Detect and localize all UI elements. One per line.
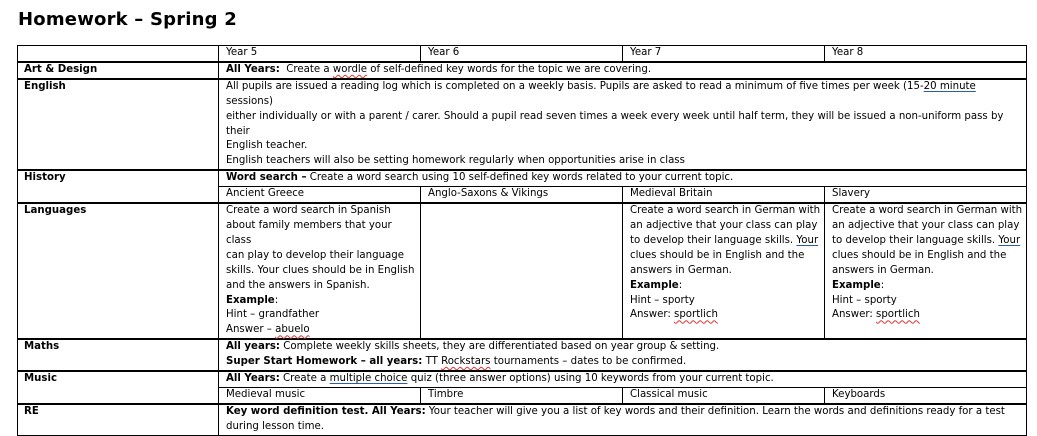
maths-task — [219, 339, 1027, 371]
english-line-1-post: sessions) — [226, 95, 273, 107]
languages-y5-line: about family members that your class — [226, 219, 392, 246]
languages-y5-line: can play to develop their language — [226, 249, 405, 261]
re-subject: RE — [18, 404, 219, 435]
languages-subject: Languages — [18, 203, 219, 339]
languages-y8-line: answers in German. — [832, 264, 934, 276]
languages-y7-line: clues should be in English and the — [630, 249, 805, 261]
languages-y7-line: an adjective that your class can play — [630, 219, 818, 231]
re-text: Your teacher will give you a list of key words and their definition. Learn the words and definitions ready for a test — [425, 405, 1005, 417]
languages-y5-line: skills. Your clues should be in English — [226, 264, 415, 276]
music-text-post: quiz (three answer options) using 10 keywords from your current topic. — [407, 373, 774, 385]
history-row — [18, 170, 1027, 186]
maths-rockstars: Rockstars — [441, 356, 491, 368]
maths-row — [18, 339, 1027, 371]
english-row — [18, 79, 1027, 170]
history-topic-y5: Ancient Greece — [219, 187, 421, 203]
english-line-4: English teachers will also be setting homework regularly when opportunities arise in class — [226, 155, 685, 167]
music-task — [219, 371, 1027, 387]
maths-text-2-pre: TT — [422, 356, 442, 368]
english-line-2: either individually or with a parent / carer. Should a pupil read seven times a week every week until half term, they will be issued a non-uniform pass by their — [226, 110, 1004, 137]
history-topic-y6: Anglo-Saxons & Vikings — [421, 187, 623, 203]
art-row — [18, 62, 1027, 79]
music-topic-y6: Timbre — [421, 387, 623, 403]
history-subject: History — [18, 170, 219, 203]
music-multiple-choice: multiple choice — [329, 373, 408, 385]
languages-y5-example-label: Example — [226, 294, 275, 306]
maths-text-2-post: tournaments – dates to be confirmed. — [490, 356, 687, 368]
languages-y8-line: clues should be in English and the — [832, 249, 1007, 261]
music-row — [18, 371, 1027, 387]
languages-y7-line-pre: to develop their language skills. — [630, 234, 797, 246]
languages-y7-answer — [630, 308, 824, 323]
art-label: All Years: — [226, 63, 280, 75]
year-8-header: Year 8 — [825, 46, 1027, 62]
languages-y8-line — [832, 234, 1026, 249]
re-row — [18, 404, 1027, 435]
languages-y8-line: Create a word search in German with — [832, 205, 1023, 217]
maths-line-1 — [226, 340, 1026, 355]
re-line-2: during lesson time. — [226, 420, 324, 432]
re-task — [219, 404, 1027, 435]
languages-y5 — [219, 203, 421, 339]
maths-line-2 — [226, 355, 1026, 370]
english-line-3: English teacher. — [226, 140, 308, 152]
languages-y7-your: Your — [796, 234, 819, 246]
languages-y7-example-label: Example — [630, 279, 679, 291]
history-task — [219, 170, 1027, 186]
year-6-header: Year 6 — [421, 46, 623, 62]
languages-y5-line: and the answers in Spanish. — [226, 279, 370, 291]
maths-text: Complete weekly skills sheets, they are differentiated based on year group & setting. — [280, 341, 720, 353]
art-subject: Art & Design — [18, 62, 219, 79]
languages-y8-example-label: Example — [832, 279, 881, 291]
languages-y7 — [623, 203, 825, 339]
languages-row — [18, 203, 1027, 339]
languages-y8-answer-word: sportlich — [876, 309, 920, 321]
languages-y8-your: Your — [998, 234, 1021, 246]
english-20-minute: 20 minute — [923, 80, 976, 92]
music-subject: Music — [18, 371, 219, 404]
languages-y6 — [421, 203, 623, 339]
languages-y8-hint: Hint – sporty — [832, 294, 897, 306]
languages-y5-line: Create a word search in Spanish — [226, 205, 391, 217]
languages-y7-line: Create a word search in German with — [630, 205, 821, 217]
languages-y7-example: Example: — [630, 279, 683, 291]
re-line-1 — [226, 405, 1026, 420]
history-label: Word search – — [226, 172, 307, 184]
year-7-header: Year 7 — [623, 46, 825, 62]
english-line-1 — [226, 80, 1026, 110]
art-task — [219, 62, 1027, 79]
maths-label: All years: — [226, 341, 281, 353]
art-wordle: wordle — [332, 63, 368, 75]
music-topic-y5: Medieval music — [219, 387, 421, 403]
music-text-pre: Create a — [279, 373, 330, 385]
page-title: Homework – Spring 2 — [18, 9, 237, 30]
english-task — [219, 79, 1027, 170]
music-topic-y8: Keyboards — [825, 387, 1027, 403]
history-topic-y7: Medieval Britain — [623, 187, 825, 203]
languages-y5-answer-pre: Answer – — [226, 324, 276, 336]
maths-label-2: Super Start Homework – all years: — [226, 356, 423, 368]
english-line-1-pre: All pupils are issued a reading log which is completed on a weekly basis. Pupils are asked to read a minimum of five times per week (15- — [226, 80, 924, 92]
art-text-post: of self-defined key words for the topic we are covering. — [367, 63, 652, 75]
year-5-header: Year 5 — [219, 46, 421, 62]
english-subject: English — [18, 79, 219, 170]
re-label: Key word definition test. All Years: — [226, 405, 426, 417]
art-text-pre: Create a — [286, 63, 333, 75]
languages-y8-answer-pre: Answer: — [832, 309, 877, 321]
languages-y8 — [825, 203, 1027, 339]
music-label: All Years: — [226, 373, 280, 385]
homework-table — [17, 45, 1027, 436]
languages-y7-answer-word: sportlich — [674, 309, 718, 321]
languages-y7-line — [630, 234, 824, 249]
music-topic-y7: Classical music — [623, 387, 825, 403]
languages-y8-example: Example: — [832, 279, 885, 291]
languages-y8-line-pre: to develop their language skills. — [832, 234, 999, 246]
languages-y7-answer-pre: Answer: — [630, 309, 675, 321]
maths-subject: Maths — [18, 339, 219, 371]
languages-y5-example: Example: — [226, 294, 279, 306]
languages-y5-hint: Hint – grandfather — [226, 309, 320, 321]
header-blank-cell — [18, 46, 219, 62]
languages-y5-answer-word: abuelo — [275, 324, 310, 336]
languages-y5-answer — [226, 323, 420, 338]
languages-y8-answer — [832, 308, 1026, 323]
year-header-row — [18, 46, 1027, 62]
history-topic-y8: Slavery — [825, 187, 1027, 203]
languages-y8-line: an adjective that your class can play — [832, 219, 1020, 231]
history-text: Create a word search using 10 self-defined key words related to your current topic. — [306, 172, 734, 184]
languages-y7-hint: Hint – sporty — [630, 294, 695, 306]
languages-y7-line: answers in German. — [630, 264, 732, 276]
